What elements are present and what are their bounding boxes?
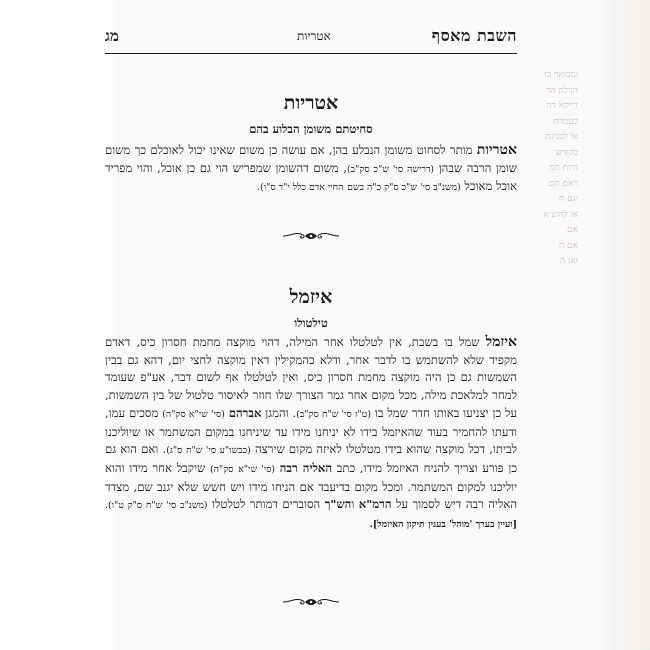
body-text: הניחו מידו ויש חשש שלא יגנב שם, מצדד האליה רבה דיש לסמוך על <box>105 479 518 512</box>
lead-word: איזמל <box>485 334 517 350</box>
body-text: אף לשום דבר, אע"פ שעומד למחר למלאכת מילה, מכל מקום אחר גמר הצורך <box>105 370 518 403</box>
bleed-line: אם <box>566 225 578 235</box>
cross-reference-target: תיקון האיזמל <box>377 519 425 531</box>
citation: סק"ה) <box>209 463 234 475</box>
citation: (משנ"ב סי' ש"ח ס"ק ט"ו). <box>105 500 208 512</box>
running-header <box>105 22 517 50</box>
section-body <box>105 334 517 534</box>
section-body <box>105 142 517 197</box>
bleed-line: ואן ה <box>559 256 578 266</box>
bleed-line: כעמדת <box>553 116 578 127</box>
cross-reference-close: ]. <box>369 519 378 531</box>
author-name: הרמ"א <box>358 497 392 512</box>
body-text: . <box>162 442 167 457</box>
body-text: שמפריש הוי גם כן אוכל, והוי מפריד אוכל מאוכל <box>105 160 517 194</box>
citation: (כבשו"ע סי' ש"ח ס"ג) <box>166 445 251 457</box>
body-text: . והמגן <box>265 405 297 420</box>
bleed-line: ומבואר בו <box>544 70 578 80</box>
body-text: שמל בו בשבת, אין לטלטלו אחר המילה, דהוי מוקצה מחמת חסרון כיס, <box>136 335 480 349</box>
header-page-number: מג <box>105 27 119 45</box>
bleed-line: הזולת הד <box>545 85 578 96</box>
body-text: לביתו, דכל מוקצה שהוא בידו מטלטלו לאיזה מקום שירצה <box>255 442 518 457</box>
body-text: ואם הוא גם כן פורע וצריך להניח האיזמל מידו, כתב <box>105 442 518 475</box>
bleed-line: ראם חם <box>548 178 578 189</box>
body-text: כך משום שומן הרבה שבהן <box>105 143 518 175</box>
body-text: מותר לסחוט משומן הנבלע בהן, אם עושה כן משום שאינו יכול לאוכלם <box>150 143 473 157</box>
body-text: ו <box>351 497 355 512</box>
bleed-line: וגם ח <box>558 194 578 204</box>
body-text: לחצי יום, דהא גם בבין השמשות גם כן היה מוקצה מחמת חסרון כיס, ואין לטלטלו <box>105 352 517 385</box>
page-gutter-shadow <box>600 0 650 650</box>
bleed-line: דייקא דה <box>546 101 578 111</box>
divider-ornament-icon <box>281 229 341 243</box>
author-name: הש"ך <box>324 497 352 512</box>
divider-ornament-icon <box>281 595 341 609</box>
header-rule <box>105 53 517 54</box>
citation: (סי' שי"א סק"ה) <box>162 408 225 420</box>
cross-reference: [ועיין בערך 'מוהל' בענין <box>428 519 517 531</box>
body-text: , משום דהשומן <box>275 160 347 175</box>
bleed-line: או להוציא <box>543 209 578 220</box>
section-subtitle: טילטולו <box>294 316 328 330</box>
header-entry-label: אטריות <box>297 29 331 43</box>
section-title: אטריות <box>283 92 339 114</box>
body-text: הסוברים דמותר לטלטלו <box>212 497 325 512</box>
citation: (סי' שי"א <box>238 463 275 475</box>
section-title: איזמל <box>289 286 333 308</box>
body-text: מסכים עמו, ודעתו להחמיר <box>105 405 517 439</box>
bleed-line: אם ה <box>558 240 578 251</box>
citation: (דרישה סי' ש"כ סק"ב) <box>346 163 435 175</box>
body-text: בעוד שהאיזמל בידו לא יניחנו מידו עד שיניחנו במקום המשתמר או שיוליכנו <box>105 424 448 439</box>
citation: החיי אדם כלל י"ד ס"ו). <box>257 182 344 194</box>
author-name: האליה רבה <box>279 460 333 475</box>
author-name: אברהם <box>228 405 262 420</box>
header-book-title: השבת מאסף <box>431 26 517 45</box>
citation: (משנ"ב סי' ש"כ ס"ק כ"ה בשם <box>347 182 461 194</box>
bleed-line: אי לבנינת <box>545 132 578 142</box>
section-subtitle: סחיטתם משומן הבלוע בהם <box>249 122 373 136</box>
lead-word: אטריות <box>476 142 517 158</box>
citation: (ט"ז סי' ש"ח סק"ב) <box>296 408 372 420</box>
body-text: דאדם מקפיד שלא להשתמש בו לדבר אחר, ודלא כהמקילין דאין מוקצה <box>105 335 518 367</box>
body-text: שלו חוזר לאיסור טלטול של בין השמשות, על כן יצניעו באותו חדר שמל בו <box>105 388 517 420</box>
bleed-line: בקודש <box>555 147 578 158</box>
body-text: שיקבל אחר מידו והוא יוליכנו למקום המשתמר. ומכל מקום בדיעבד אם <box>105 460 518 494</box>
bleed-line: היות חמ <box>549 163 578 173</box>
